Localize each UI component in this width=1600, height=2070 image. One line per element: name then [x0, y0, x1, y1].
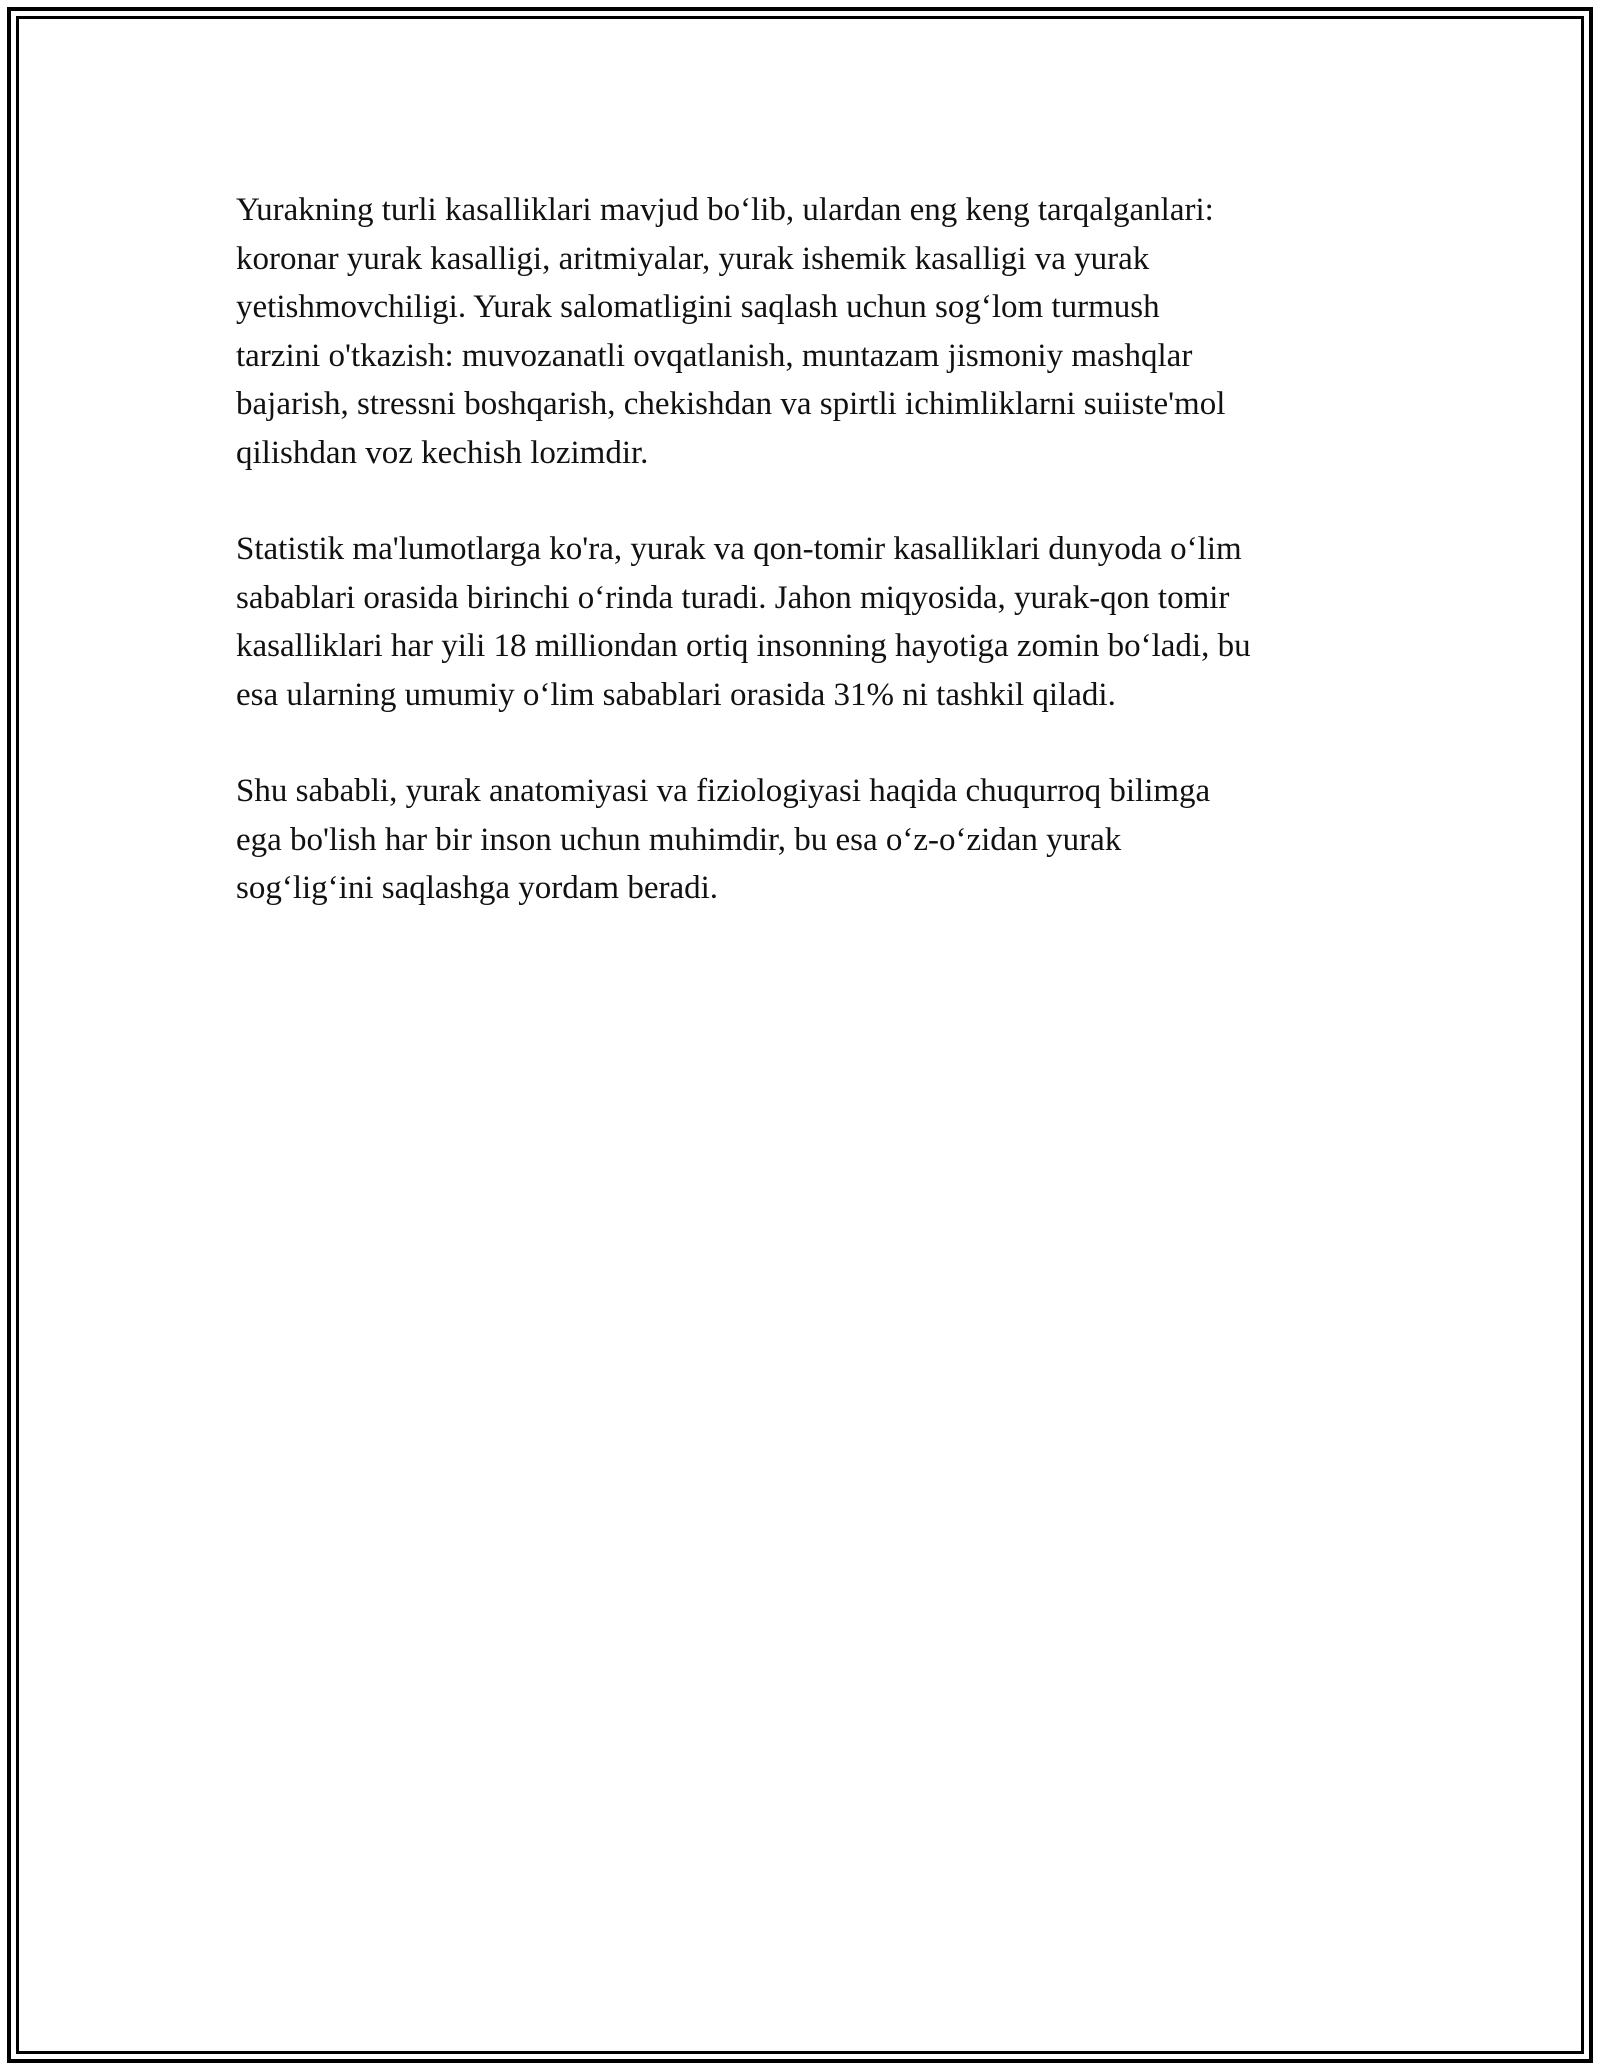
paragraph-conclusion: Shu sababli, yurak anatomiyasi va fiziologiyasi haqida chuqurroq bilimga ega bo'lish har bir inson uchun muhimdir, bu esa o‘z-o‘zidan yurak sog‘lig‘ini saqlashga yordam beradi. — [236, 773, 1211, 906]
paragraph-statistics: Statistik ma'lumotlarga ko'ra, yurak va qon-tomir kasalliklari dunyoda o‘lim sabablari orasida birinchi o‘rinda turadi. Jahon miqyosida, yurak-qon tomir kasalliklari har yili 18 milliondan ortiq insonning hayotiga zomin bo‘ladi, bu esa ularning umumiy o‘lim sabablari orasida 31% ni tashkil qiladi. — [236, 531, 1251, 713]
document-body — [236, 186, 1386, 961]
paragraph-heart-diseases: Yurakning turli kasalliklari mavjud bo‘lib, ulardan eng keng tarqalganlari: koronar yurak kasalligi, aritmiyalar, yurak ishemik kasalligi va yurak yetishmovchiligi. Yurak salomatligini saqlash uchun sog‘lom turmush tarzini o'tkazish: muvozanatli ovqatlanish, muntazam jismoniy mashqlar bajarish, stressni boshqarish, chekishdan va spirtli ichimliklarni suiiste'mol qilishdan voz kechish lozimdir. — [236, 192, 1226, 471]
